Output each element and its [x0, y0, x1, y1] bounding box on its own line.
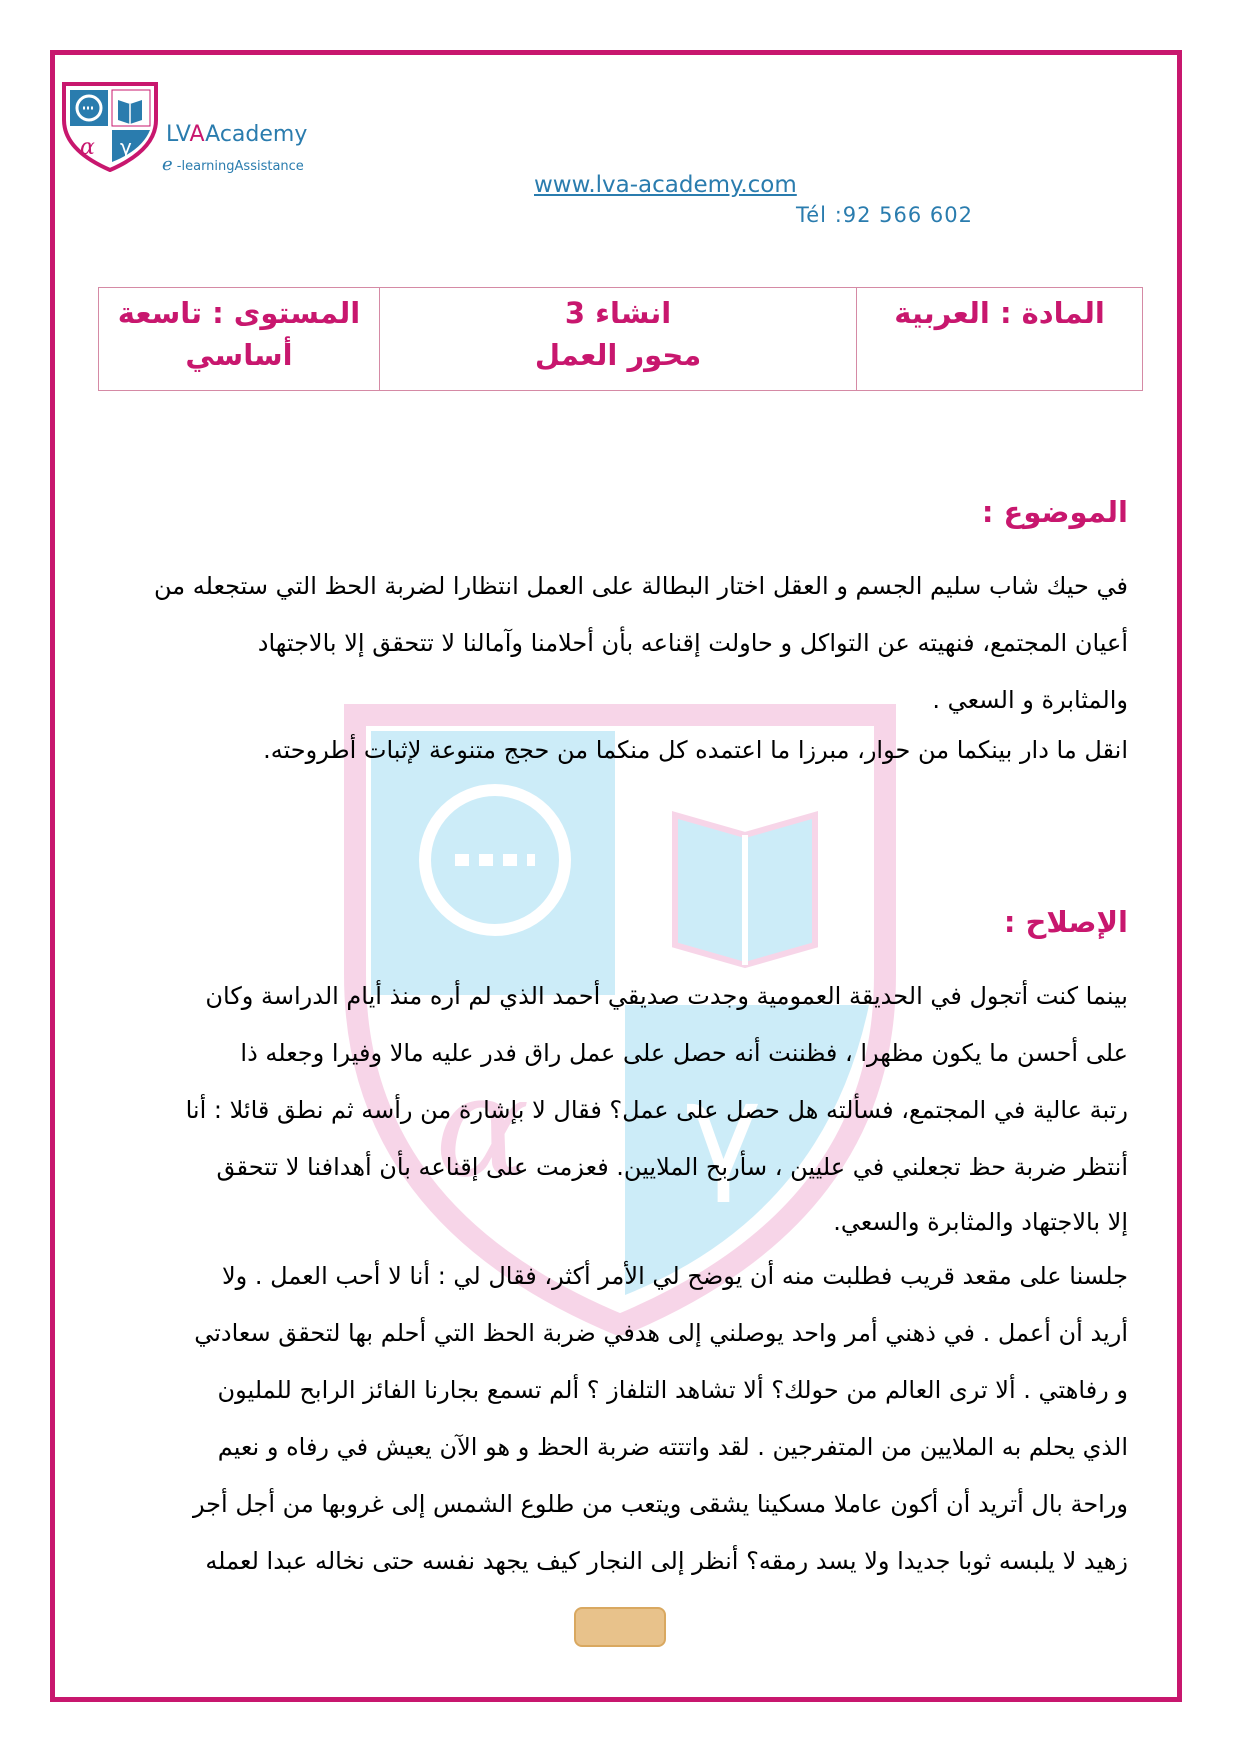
title-line1: انشاء 3 — [564, 296, 672, 330]
title-cell — [379, 288, 856, 391]
correction-line: إلا بالاجتهاد والمثابرة والسعي. — [833, 1208, 1128, 1236]
info-table — [98, 287, 1143, 391]
website-link[interactable]: www.lva-academy.com — [534, 172, 797, 198]
topic-heading: الموضوع : — [981, 495, 1128, 529]
phone-number: Tél :92 566 602 — [796, 203, 974, 227]
correction-line: الذي يحلم به الملايين من المتفرجين . لقد واتتته ضربة الحظ و هو الآن يعيش في رفاه و نعيم — [217, 1433, 1128, 1461]
correction-line: على أحسن ما يكون مظهرا ، فظننت أنه حصل على عمل راق فدر عليه مالا وفيرا وجعله ذا — [240, 1039, 1128, 1067]
subject-label: المادة : العربية — [894, 296, 1105, 330]
tagline-text: -learningAssistance — [176, 159, 304, 174]
lva-shield-logo-icon — [58, 80, 162, 172]
correction-line: أريد أن أعمل . في ذهني أمر واحد يوصلني إلى هدفي ضربة الحظ التي أحلم بها لتحقق سعادتي — [194, 1319, 1128, 1347]
svg-text:γ: γ — [685, 1054, 762, 1206]
svg-text:γ: γ — [120, 135, 132, 159]
topic-line: أعيان المجتمع، فنهيته عن التواكل و حاولت إقناعه بأن أحلامنا وآمالنا لا تتحقق إلا بالاجتهاد — [257, 629, 1128, 657]
title-line2: محور العمل — [534, 338, 702, 372]
brand-name-suffix: Academy — [205, 122, 308, 147]
brand-tagline — [162, 154, 304, 175]
level-line1: المستوى : تاسعة — [117, 296, 361, 330]
tagline-e: e — [162, 154, 173, 175]
brand-name-a: A — [189, 122, 206, 147]
subject-cell — [857, 288, 1143, 391]
topic-line: في حيك شاب سليم الجسم و العقل اختار البطالة على العمل انتظارا لضربة الحظ التي ستجعله من — [154, 572, 1128, 600]
correction-line: زهيد لا يلبسه ثوبا جديدا ولا يسد رمقه؟ أنظر إلى النجار كيف يجهد نفسه حتى نخاله عبدا لعمله — [205, 1547, 1128, 1575]
topic-line: انقل ما دار بينكما من حوار، مبرزا ما اعتمده كل منكما من حجج متنوعة لإثبات أطروحته. — [263, 736, 1128, 764]
correction-line: رتبة عالية في المجتمع، فسألته هل حصل على عمل؟ فقال لا بإشارة من رأسه ثم نطق قائلا : أنا — [185, 1096, 1128, 1124]
correction-line: بينما كنت أتجول في الحديقة العمومية وجدت صديقي أحمد الذي لم أره منذ أيام الدراسة وكان — [205, 982, 1128, 1010]
level-line2: أساسي — [185, 338, 293, 372]
topic-text — [108, 558, 1128, 772]
correction-line: جلسنا على مقعد قريب فطلبت منه أن يوضح لي الأمر أكثر، فقال لي : أنا لا أحب العمل . ولا — [221, 1262, 1128, 1290]
brand-name: LVAAcademy — [166, 122, 308, 147]
level-cell — [99, 288, 380, 391]
topic-line: والمثابرة و السعي . — [932, 686, 1128, 714]
correction-line: و رفاهتي . ألا ترى العالم من حولك؟ ألا تشاهد التلفاز ؟ ألم تسمع بجارنا الفائز الرابح للمليون — [217, 1376, 1128, 1404]
page-number-badge — [574, 1607, 666, 1647]
svg-text:α: α — [435, 1046, 530, 1209]
svg-text:α: α — [80, 135, 95, 160]
correction-line: وراحة بال أتريد أن أكون عاملا مسكينا يشقى ويتعب من طلوع الشمس إلى غروبها من أجل أجر — [192, 1490, 1128, 1518]
correction-heading: الإصلاح : — [1003, 905, 1128, 939]
correction-line: أنتظر ضربة حظ تجعلني في عليين ، سأربح الملايين. فعزمت على إقناعه بأن أهدافنا لا تتحقق — [216, 1153, 1128, 1181]
correction-text — [108, 968, 1128, 1590]
